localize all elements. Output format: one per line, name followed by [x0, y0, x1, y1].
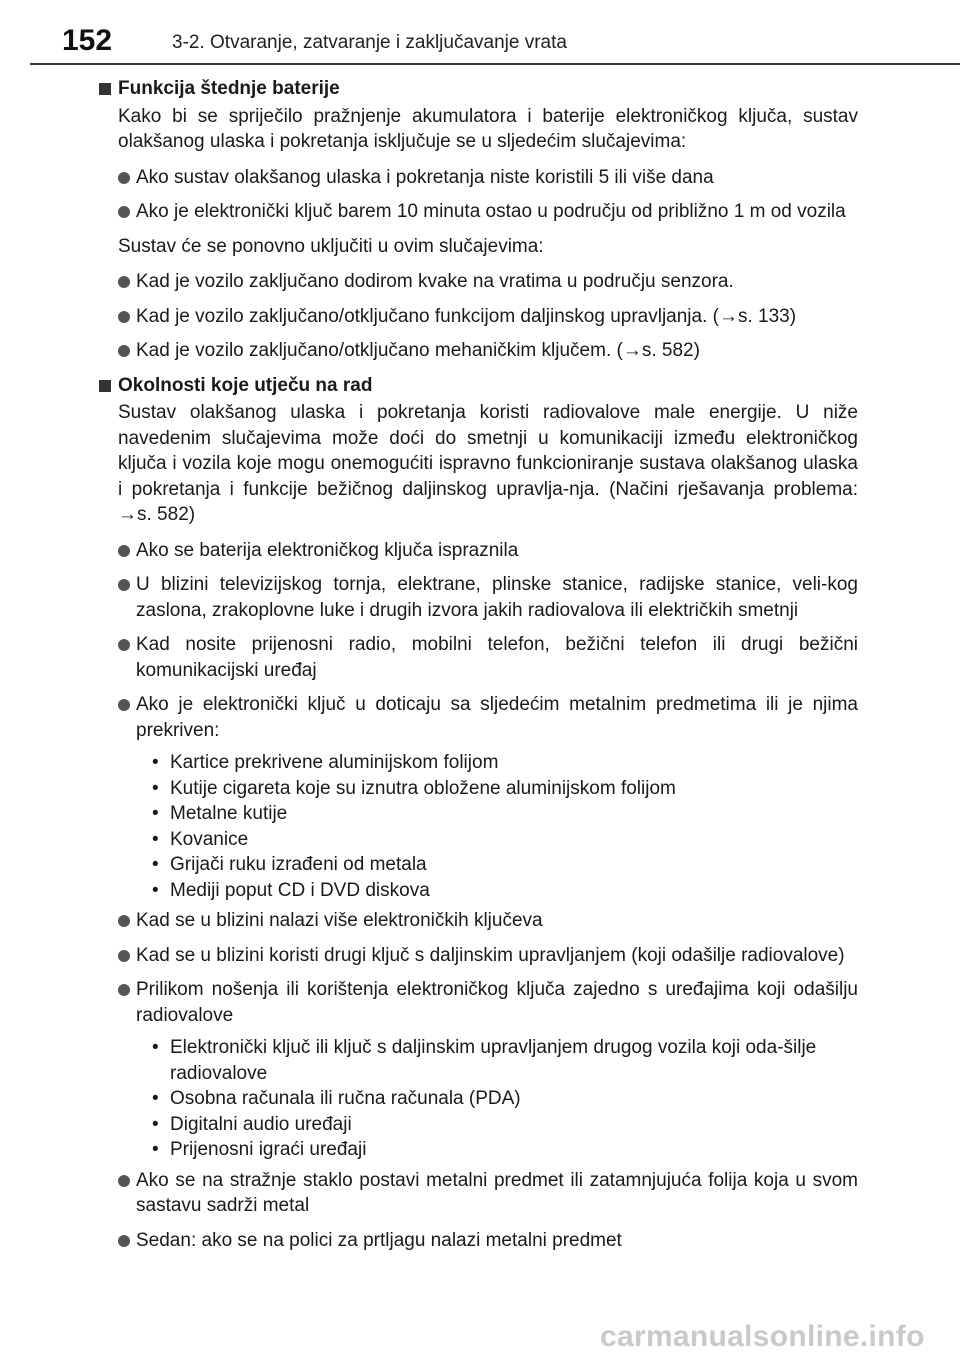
section-heading	[0, 76, 960, 102]
section-heading	[0, 373, 960, 399]
page-number: 152	[62, 24, 113, 57]
list-item	[0, 572, 858, 623]
list-item-text: Sedan: ako se na polici za prtljagu nalazi metalni predmet	[136, 1229, 622, 1251]
round-bullet-icon	[118, 1175, 130, 1187]
round-bullet-icon	[118, 1235, 130, 1247]
sub-list-item	[152, 1112, 856, 1138]
round-bullet-icon	[118, 950, 130, 962]
sub-list-item-text: Metalne kutije	[170, 803, 288, 824]
round-bullet-icon	[118, 311, 130, 323]
sub-list-item-text: Grijači ruku izrađeni od metala	[170, 854, 427, 875]
sub-list-item	[152, 801, 856, 827]
page-header	[0, 0, 960, 66]
sub-list-item-text: Osobna računala ili ručna računala (PDA)	[170, 1088, 521, 1109]
dot-bullet-icon: •	[152, 879, 159, 901]
sub-list-item-text: Elektronički ključ ili ključ s daljinskim upravljanjem drugog vozila koji oda-šilje radiovalove	[170, 1037, 817, 1084]
list-item	[0, 338, 858, 364]
dot-bullet-icon: •	[152, 777, 159, 799]
sub-list-item-text: Kutije cigareta koje su iznutra obložene aluminijskom folijom	[170, 777, 676, 799]
dot-bullet-icon: •	[152, 803, 159, 824]
round-bullet-icon	[118, 545, 130, 557]
list-item	[0, 165, 858, 191]
sub-list-item	[152, 1137, 856, 1163]
list-item	[0, 538, 858, 564]
section-title: Funkcija štednje baterije	[118, 78, 340, 99]
sub-list-item	[152, 1035, 856, 1086]
list-item	[0, 1228, 858, 1254]
dot-bullet-icon: •	[152, 1037, 159, 1058]
list-item	[0, 977, 858, 1028]
list-item-text: Kad se u blizini nalazi više elektroničkih ključeva	[136, 910, 543, 931]
list-item	[0, 908, 858, 934]
dot-bullet-icon: •	[152, 854, 159, 875]
paragraph: Sustav će se ponovno uključiti u ovim slučajevima:	[118, 235, 544, 257]
sub-list-item	[152, 827, 856, 853]
list-item	[0, 943, 858, 969]
paragraph: Sustav olakšanog ulaska i pokretanja koristi radiovalove male energije. U niže navedenim slučajevima može doći do smetnji u komunikaciji između elektroničkog ključa i vozila koje mogu onemogućiti ispravno funkcioniranje sustava olakšanog ulaska i pokretanja i funkcije bežičnog daljinskog upravlja-nja. (Načini rješavanja problema: →s. 582)	[118, 402, 858, 525]
square-bullet-icon	[99, 380, 111, 392]
list-item-text: Ako je elektronički ključ barem 10 minuta ostao u području od približno 1 m od vozila	[136, 201, 846, 222]
list-item-text: Ako se na stražnje staklo postavi metalni predmet ili zatamnjujuća folija koja u svom sastavu sadrži metal	[136, 1169, 858, 1216]
list-item	[0, 269, 858, 295]
list-item	[0, 632, 858, 683]
round-bullet-icon	[118, 276, 130, 288]
dot-bullet-icon: •	[152, 1139, 159, 1160]
dot-bullet-icon: •	[152, 752, 159, 773]
sub-list	[0, 1035, 960, 1163]
list-item	[0, 1168, 858, 1219]
dot-bullet-icon: •	[152, 1113, 159, 1135]
chapter-title: 3-2. Otvaranje, zatvaranje i zaključavanje vrata	[172, 32, 567, 53]
list-item	[0, 692, 858, 743]
list-item	[0, 199, 858, 225]
section-title: Okolnosti koje utječu na rad	[118, 374, 373, 396]
sub-list-item-text: Kartice prekrivene aluminijskom folijom	[170, 752, 499, 773]
sub-list-item-text: Kovanice	[170, 828, 249, 850]
page-content	[0, 76, 960, 1262]
sub-list-item	[152, 852, 856, 878]
list-item-text: Prilikom nošenja ili korištenja elektroničkog ključa zajedno s uređajima koji odašilju radiovalove	[136, 979, 858, 1026]
sub-list-item	[152, 1086, 856, 1112]
list-item-text: Kad se u blizini koristi drugi ključ s daljinskim upravljanjem (koji odašilje radiovalove)	[136, 944, 845, 966]
sub-list-item	[152, 750, 856, 776]
round-bullet-icon	[118, 984, 130, 996]
list-item-text: Kad je vozilo zaključano dodirom kvake na vratima u području senzora.	[136, 271, 734, 292]
square-bullet-icon	[99, 83, 111, 95]
list-item-text: Ako se baterija elektroničkog ključa ispraznila	[136, 539, 519, 561]
header-divider	[30, 63, 960, 65]
list-item-text: Kad je vozilo zaključano/otključano funkcijom daljinskog upravljanja. (→s. 133)	[136, 305, 797, 327]
list-item-text: U blizini televizijskog tornja, elektrane, plinske stanice, radijske stanice, veli-kog zaslona, zrakoplovne luke i drugih izvora jakih radiovalova ili električkih smetnji	[136, 574, 858, 621]
sub-list-item	[152, 776, 856, 802]
sub-list	[0, 750, 960, 903]
watermark: carmanualsonline.info	[600, 1320, 925, 1353]
round-bullet-icon	[118, 172, 130, 184]
round-bullet-icon	[118, 579, 130, 591]
list-item-text: Ako je elektronički ključ u doticaju sa sljedećim metalnim predmetima ili je njima prekriven:	[136, 694, 858, 741]
sub-list-item-text: Digitalni audio uređaji	[170, 1113, 352, 1135]
list-item	[0, 304, 858, 330]
round-bullet-icon	[118, 206, 130, 218]
paragraph: Kako bi se spriječilo pražnjenje akumulatora i baterije elektroničkog ključa, sustav olakšanog ulaska i pokretanja isključuje se u sljedećim slučajevima:	[118, 105, 858, 152]
dot-bullet-icon: •	[152, 828, 159, 850]
round-bullet-icon	[118, 699, 130, 711]
list-item-text: Kad je vozilo zaključano/otključano mehaničkim ključem. (→s. 582)	[136, 340, 700, 361]
sub-list-item-text: Prijenosni igraći uređaji	[170, 1139, 367, 1160]
round-bullet-icon	[118, 345, 130, 357]
round-bullet-icon	[118, 639, 130, 651]
dot-bullet-icon: •	[152, 1088, 159, 1109]
list-item-text: Ako sustav olakšanog ulaska i pokretanja niste koristili 5 ili više dana	[136, 166, 714, 188]
round-bullet-icon	[118, 915, 130, 927]
sub-list-item-text: Mediji poput CD i DVD diskova	[170, 879, 430, 901]
list-item-text: Kad nosite prijenosni radio, mobilni telefon, bežični telefon ili drugi bežični komunikacijski uređaj	[136, 634, 858, 681]
sub-list-item	[152, 878, 856, 904]
